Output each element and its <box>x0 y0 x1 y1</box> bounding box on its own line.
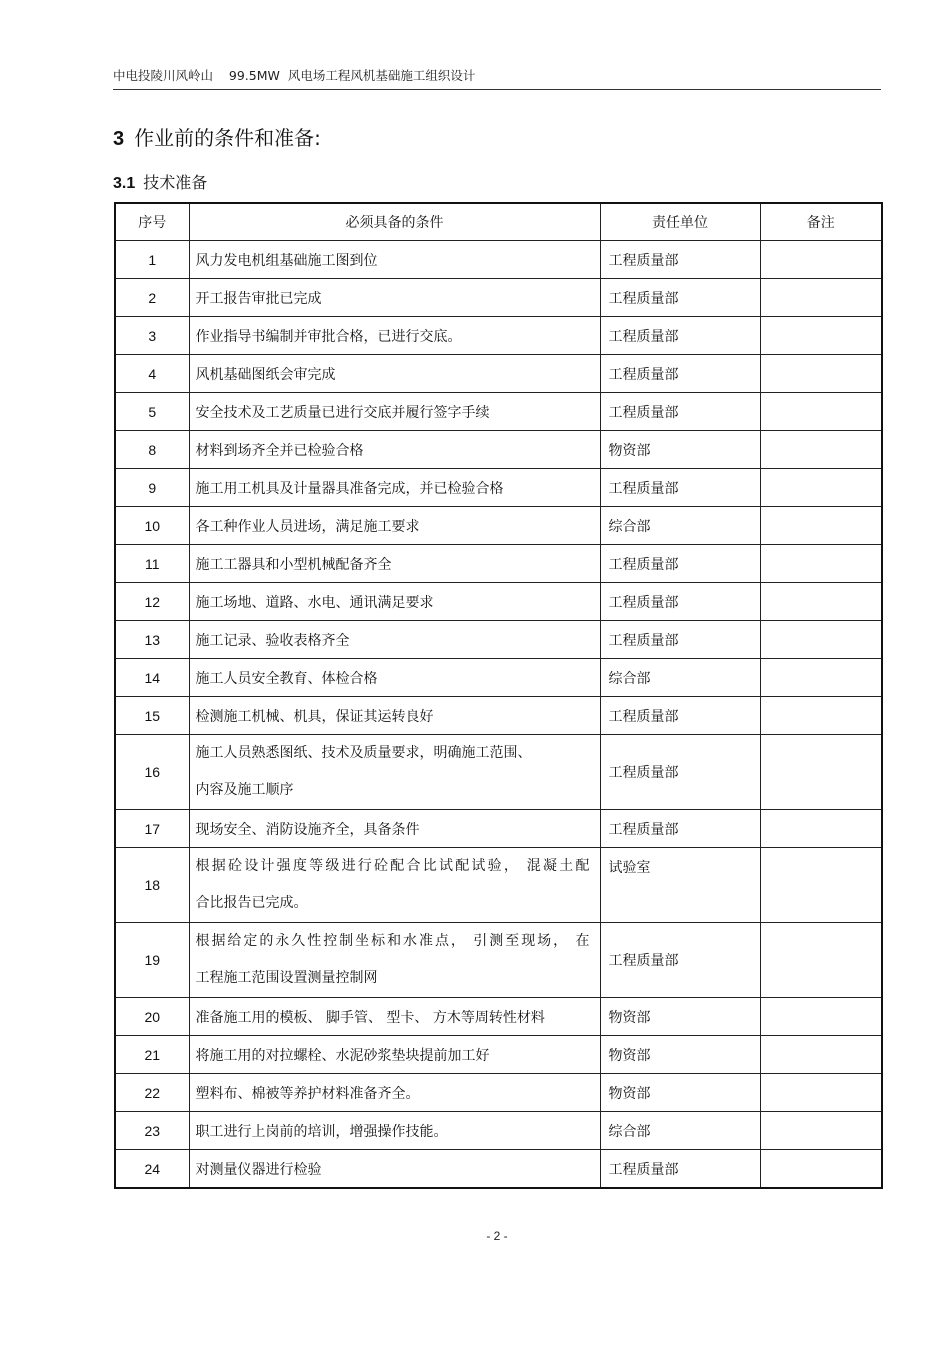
condition-line: 准备施工用的模板、 脚手管、 型卡、 方木等周转性材料 <box>195 1009 545 1026</box>
row-note <box>760 848 882 923</box>
condition-line: 开工报告审批已完成 <box>195 290 322 307</box>
header-unit: 责任单位 <box>600 203 760 241</box>
header-index: 序号 <box>115 203 189 241</box>
condition-line: 塑料布、棉被等养护材料准备齐全。 <box>195 1085 420 1102</box>
row-condition <box>189 1036 600 1074</box>
row-note <box>760 583 882 621</box>
row-condition <box>189 659 600 697</box>
section-title: 作业前的条件和准备: <box>134 126 321 150</box>
row-unit: 工程质量部 <box>600 621 760 659</box>
row-condition <box>189 735 600 810</box>
row-index: 2 <box>115 279 189 317</box>
row-note <box>760 697 882 735</box>
condition-line: 施工人员安全教育、体检合格 <box>195 670 378 687</box>
row-unit: 物资部 <box>600 1036 760 1074</box>
row-note <box>760 469 882 507</box>
row-condition <box>189 507 600 545</box>
table-row <box>115 923 882 998</box>
row-index: 23 <box>115 1112 189 1150</box>
row-index: 18 <box>115 848 189 923</box>
table-header-row <box>115 203 882 241</box>
row-unit: 工程质量部 <box>600 923 760 998</box>
condition-line: 现场安全、消防设施齐全，具备条件 <box>195 821 420 838</box>
row-index: 11 <box>115 545 189 583</box>
row-index: 21 <box>115 1036 189 1074</box>
row-index: 13 <box>115 621 189 659</box>
header-note: 备注 <box>760 203 882 241</box>
row-unit: 物资部 <box>600 431 760 469</box>
condition-line: 安全技术及工艺质量已进行交底并履行签字手续 <box>195 404 490 421</box>
row-index: 19 <box>115 923 189 998</box>
row-note <box>760 1036 882 1074</box>
table-row <box>115 810 882 848</box>
condition-line: 施工场地、道路、水电、通讯满足要求 <box>195 594 434 611</box>
table-row <box>115 241 882 279</box>
row-index: 12 <box>115 583 189 621</box>
table-row <box>115 848 882 923</box>
table-row <box>115 697 882 735</box>
row-note <box>760 735 882 810</box>
row-condition <box>189 621 600 659</box>
table-row <box>115 469 882 507</box>
row-index: 17 <box>115 810 189 848</box>
row-index: 10 <box>115 507 189 545</box>
table-row <box>115 1112 882 1150</box>
row-note <box>760 998 882 1036</box>
row-unit: 工程质量部 <box>600 810 760 848</box>
table-row <box>115 545 882 583</box>
row-condition <box>189 810 600 848</box>
table-row <box>115 659 882 697</box>
row-unit: 物资部 <box>600 1074 760 1112</box>
row-unit: 工程质量部 <box>600 1150 760 1189</box>
row-condition <box>189 545 600 583</box>
section-number: 3 <box>113 128 125 150</box>
row-unit: 工程质量部 <box>600 317 760 355</box>
row-note <box>760 507 882 545</box>
subsection-number: 3.1 <box>113 175 136 192</box>
row-note <box>760 810 882 848</box>
row-index: 8 <box>115 431 189 469</box>
row-note <box>760 1074 882 1112</box>
condition-line: 将施工用的对拉螺栓、水泥砂浆垫块提前加工好 <box>195 1047 490 1064</box>
table-row <box>115 1036 882 1074</box>
table-row <box>115 279 882 317</box>
row-unit: 工程质量部 <box>600 241 760 279</box>
row-unit: 工程质量部 <box>600 355 760 393</box>
condition-line: 施工记录、验收表格齐全 <box>195 632 350 649</box>
row-unit: 综合部 <box>600 1112 760 1150</box>
row-unit: 综合部 <box>600 659 760 697</box>
row-note <box>760 1150 882 1189</box>
condition-line: 对测量仪器进行检验 <box>195 1161 322 1178</box>
row-condition <box>189 469 600 507</box>
row-unit: 工程质量部 <box>600 469 760 507</box>
page-header: 中电投陵川风岭山 99.5MW 风电场工程风机基础施工组织设计 <box>113 66 881 90</box>
condition-line: 作业指导书编制并审批合格，已进行交底。 <box>195 328 462 345</box>
row-condition <box>189 697 600 735</box>
row-note <box>760 241 882 279</box>
table-body <box>115 241 882 1189</box>
table-row <box>115 735 882 810</box>
row-note <box>760 545 882 583</box>
row-note <box>760 355 882 393</box>
row-index: 1 <box>115 241 189 279</box>
row-condition <box>189 393 600 431</box>
row-condition <box>189 1112 600 1150</box>
row-note <box>760 393 882 431</box>
row-unit: 综合部 <box>600 507 760 545</box>
row-unit: 工程质量部 <box>600 697 760 735</box>
row-unit: 工程质量部 <box>600 393 760 431</box>
condition-line: 各工种作业人员进场，满足施工要求 <box>195 518 420 535</box>
condition-line: 施工人员熟悉图纸、技术及质量要求，明确施工范围、 <box>195 745 532 761</box>
row-condition <box>189 241 600 279</box>
row-index: 16 <box>115 735 189 810</box>
table-row <box>115 393 882 431</box>
condition-line: 根据给定的永久性控制坐标和水准点， 引测至现场， 在 <box>195 933 590 949</box>
table-row <box>115 1150 882 1189</box>
condition-line: 施工工器具和小型机械配备齐全 <box>195 556 392 573</box>
row-condition <box>189 431 600 469</box>
condition-line: 职工进行上岗前的培训，增强操作技能。 <box>195 1123 448 1140</box>
section-heading <box>113 122 321 151</box>
table-row <box>115 431 882 469</box>
table-row <box>115 583 882 621</box>
header-condition: 必须具备的条件 <box>189 203 600 241</box>
row-index: 4 <box>115 355 189 393</box>
row-unit: 工程质量部 <box>600 583 760 621</box>
subsection-title: 技术准备 <box>143 173 208 192</box>
row-note <box>760 317 882 355</box>
row-condition <box>189 1074 600 1112</box>
preparation-table <box>114 202 883 1189</box>
condition-line: 材料到场齐全并已检验合格 <box>195 442 364 459</box>
table-row <box>115 355 882 393</box>
table-row <box>115 1074 882 1112</box>
row-unit: 工程质量部 <box>600 545 760 583</box>
row-condition <box>189 923 600 998</box>
row-note <box>760 431 882 469</box>
row-unit: 物资部 <box>600 998 760 1036</box>
page-number: - 2 - <box>486 1229 508 1243</box>
row-note <box>760 659 882 697</box>
condition-line: 合比报告已完成。 <box>195 895 308 911</box>
row-condition <box>189 583 600 621</box>
condition-line: 风力发电机组基础施工图到位 <box>195 252 378 269</box>
condition-line: 检测施工机械、机具，保证其运转良好 <box>195 708 434 725</box>
row-condition <box>189 355 600 393</box>
row-note <box>760 279 882 317</box>
condition-line: 施工用工机具及计量器具准备完成，并已检验合格 <box>195 480 504 497</box>
condition-line: 内容及施工顺序 <box>195 782 294 798</box>
table-row <box>115 317 882 355</box>
row-note <box>760 923 882 998</box>
table-row <box>115 998 882 1036</box>
row-unit: 试验室 <box>600 848 760 923</box>
condition-line: 风机基础图纸会审完成 <box>195 366 336 383</box>
row-condition <box>189 317 600 355</box>
row-note <box>760 1112 882 1150</box>
condition-line: 工程施工范围设置测量控制网 <box>195 970 378 986</box>
table-row <box>115 507 882 545</box>
row-index: 5 <box>115 393 189 431</box>
row-condition <box>189 1150 600 1189</box>
table-row <box>115 621 882 659</box>
row-unit: 工程质量部 <box>600 279 760 317</box>
row-index: 22 <box>115 1074 189 1112</box>
row-condition <box>189 998 600 1036</box>
row-index: 9 <box>115 469 189 507</box>
row-condition <box>189 848 600 923</box>
row-note <box>760 621 882 659</box>
condition-line: 根据砼设计强度等级进行砼配合比试配试验， 混凝土配 <box>195 858 590 874</box>
row-index: 15 <box>115 697 189 735</box>
row-index: 3 <box>115 317 189 355</box>
row-unit: 工程质量部 <box>600 735 760 810</box>
row-index: 14 <box>115 659 189 697</box>
row-index: 24 <box>115 1150 189 1189</box>
subsection-heading <box>113 170 207 193</box>
row-condition <box>189 279 600 317</box>
row-index: 20 <box>115 998 189 1036</box>
